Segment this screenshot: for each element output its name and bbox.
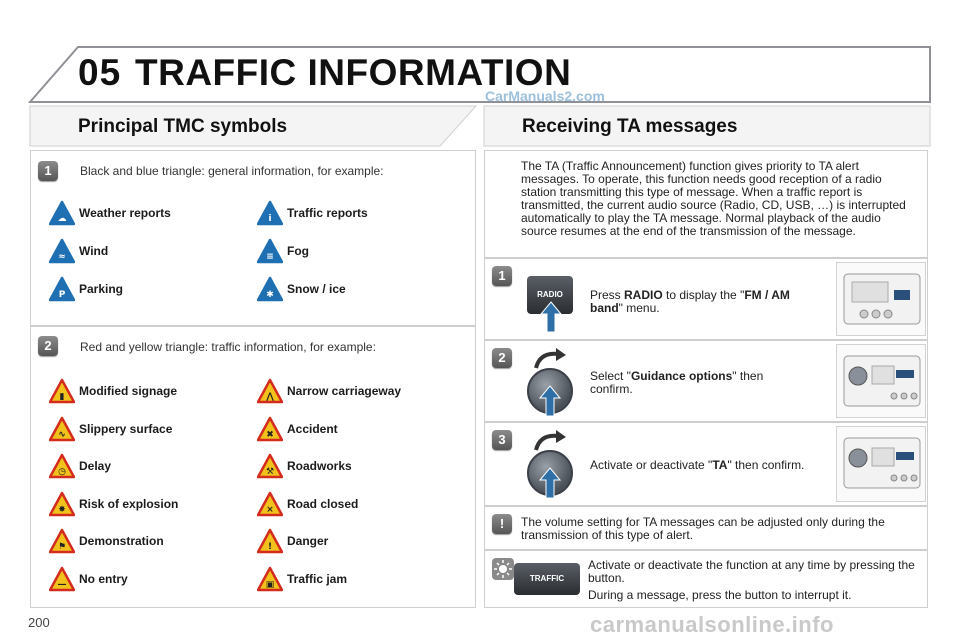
general-info-intro: Black and blue triangle: general information, for example:: [80, 164, 384, 178]
radio-unit-illustration: [842, 268, 922, 330]
slippery-icon: [49, 416, 75, 442]
traffic-text-2: During a message, press the button to interrupt it.: [588, 588, 852, 602]
fog-icon: [257, 238, 283, 264]
sun-icon: [492, 558, 514, 580]
page-number: 200: [28, 615, 50, 630]
press-arrow-icon: [539, 300, 563, 334]
svg-text:∿: ∿: [58, 429, 66, 440]
traffic-symbol-row: [257, 378, 457, 406]
step3-text: Activate or deactivate "TA" then confirm.: [590, 458, 805, 472]
traffic-symbol-label: Accident: [287, 421, 338, 436]
svg-text:≡: ≡: [266, 252, 274, 262]
step2-badge: 2: [492, 348, 512, 368]
svg-text:—: —: [57, 579, 67, 590]
push-arrow-icon: [538, 384, 562, 418]
wind-icon: [49, 238, 75, 264]
road-closed-icon: [257, 491, 283, 517]
traffic-symbol-label: Risk of explosion: [79, 496, 179, 511]
svg-text:✖: ✖: [266, 429, 274, 440]
svg-text:▮: ▮: [59, 392, 65, 402]
signage-icon: [49, 378, 75, 404]
general-symbol-row: [49, 276, 249, 304]
traffic-symbol-row: [49, 378, 249, 406]
svg-text:✸: ✸: [58, 504, 66, 515]
traffic-symbol-row: [49, 528, 249, 556]
traffic-symbol-row: [49, 566, 249, 594]
traffic-symbol-label: Roadworks: [287, 459, 352, 473]
traffic-symbol-label: Slippery surface: [79, 421, 173, 436]
traffic-symbol-row: [49, 416, 249, 444]
svg-text:▣: ▣: [265, 579, 275, 590]
traffic-symbol-label: No entry: [79, 571, 128, 586]
step-badge-1: 1: [38, 161, 58, 181]
note-text: The volume setting for TA messages can be adjusted only during the transmission of this type of alert.: [521, 515, 885, 542]
step-badge-2: 2: [38, 336, 58, 356]
general-symbol-row: [257, 238, 457, 266]
traffic-symbol-row: [49, 453, 249, 481]
parking-icon: [49, 276, 75, 302]
traffic-info-intro: Red and yellow triangle: traffic information, for example:: [80, 340, 376, 354]
svg-text:⚒: ⚒: [265, 467, 275, 477]
traffic-symbol-label: Narrow carriageway: [287, 384, 402, 398]
svg-text:☁: ☁: [57, 214, 67, 224]
general-symbol-label: Traffic reports: [287, 206, 368, 220]
snow-icon: [257, 276, 283, 302]
svg-text:≈: ≈: [58, 252, 66, 262]
header-watermark: CarManuals2.com: [485, 88, 605, 104]
general-symbol-label: Wind: [79, 244, 109, 258]
traffic-symbol-row: [257, 528, 457, 556]
weather-icon: [49, 200, 75, 226]
chapter-number: 05: [78, 52, 122, 93]
svg-text:!: !: [267, 542, 273, 552]
svg-text:P: P: [58, 290, 66, 300]
radio-unit-knob-illustration: [842, 352, 922, 410]
roadworks-icon: [257, 453, 283, 479]
general-symbol-label: Fog: [287, 244, 309, 258]
svg-text:◷: ◷: [58, 467, 66, 477]
narrow-icon: [257, 378, 283, 404]
footer-watermark: carmanualsonline.info: [590, 612, 834, 637]
radio-unit-knob-illustration: [842, 434, 922, 492]
svg-text:✱: ✱: [266, 290, 274, 300]
ta-intro-text: The TA (Traffic Announcement) function gives priority to TA alert messages. To operate, this function needs good reception of a radio station transmitting this type of message. When a traffic report is transmitted, the current audio source (Radio, CD, USB, …) is interrupted automatically to play the TA message. Normal playback of the audio source resumes at the end of the transmission of the message.: [521, 159, 906, 238]
general-symbol-label: Weather reports: [79, 206, 171, 220]
left-section-title: Principal TMC symbols: [78, 116, 288, 137]
general-symbol-row: [49, 200, 249, 228]
traffic-button[interactable]: TRAFFIC: [514, 563, 580, 595]
traffic-symbol-row: [257, 416, 457, 444]
chapter-title: TRAFFIC INFORMATION: [135, 52, 572, 93]
traffic-symbol-label: Road closed: [287, 496, 359, 511]
danger-icon: [257, 528, 283, 554]
traffic-symbol-row: [257, 453, 457, 481]
traffic-symbol-label: Traffic jam: [287, 571, 348, 586]
push-arrow-icon: [538, 466, 562, 500]
traffic-symbol-row: [257, 566, 457, 594]
delay-icon: [49, 453, 75, 479]
traffic-symbol-label: Danger: [287, 534, 329, 548]
general-symbol-row: [257, 200, 457, 228]
radio-button[interactable]: RADIO: [527, 276, 573, 314]
note-badge: !: [492, 514, 512, 534]
traffic-symbol-label: Delay: [79, 459, 112, 473]
info-icon: [257, 200, 283, 226]
traffic-text-1: Activate or deactivate the function at any time by pressing the button.: [588, 558, 915, 585]
svg-text:⚑: ⚑: [57, 542, 67, 552]
general-symbol-label: Parking: [79, 282, 124, 296]
traffic-jam-icon: [257, 566, 283, 592]
general-symbol-row: [49, 238, 249, 266]
general-symbol-row: [257, 276, 457, 304]
no-entry-icon: [49, 566, 75, 592]
step3-badge: 3: [492, 430, 512, 450]
step1-text: Press RADIO to display the "FM / AM band" menu.: [590, 288, 790, 315]
accident-icon: [257, 416, 283, 442]
explosion-icon: [49, 491, 75, 517]
traffic-symbol-row: [257, 491, 457, 519]
svg-text:⨯: ⨯: [266, 504, 274, 515]
step1-badge: 1: [492, 266, 512, 286]
svg-text:i: i: [268, 214, 272, 224]
traffic-symbol-row: [49, 491, 249, 519]
svg-text:⋀: ⋀: [266, 392, 274, 402]
demonstration-icon: [49, 528, 75, 554]
general-symbol-label: Snow / ice: [287, 282, 346, 296]
right-section-title: Receiving TA messages: [522, 116, 738, 137]
step2-text: Select "Guidance options" then confirm.: [590, 369, 764, 396]
traffic-symbol-label: Demonstration: [79, 534, 164, 548]
traffic-symbol-label: Modified signage: [79, 384, 178, 398]
